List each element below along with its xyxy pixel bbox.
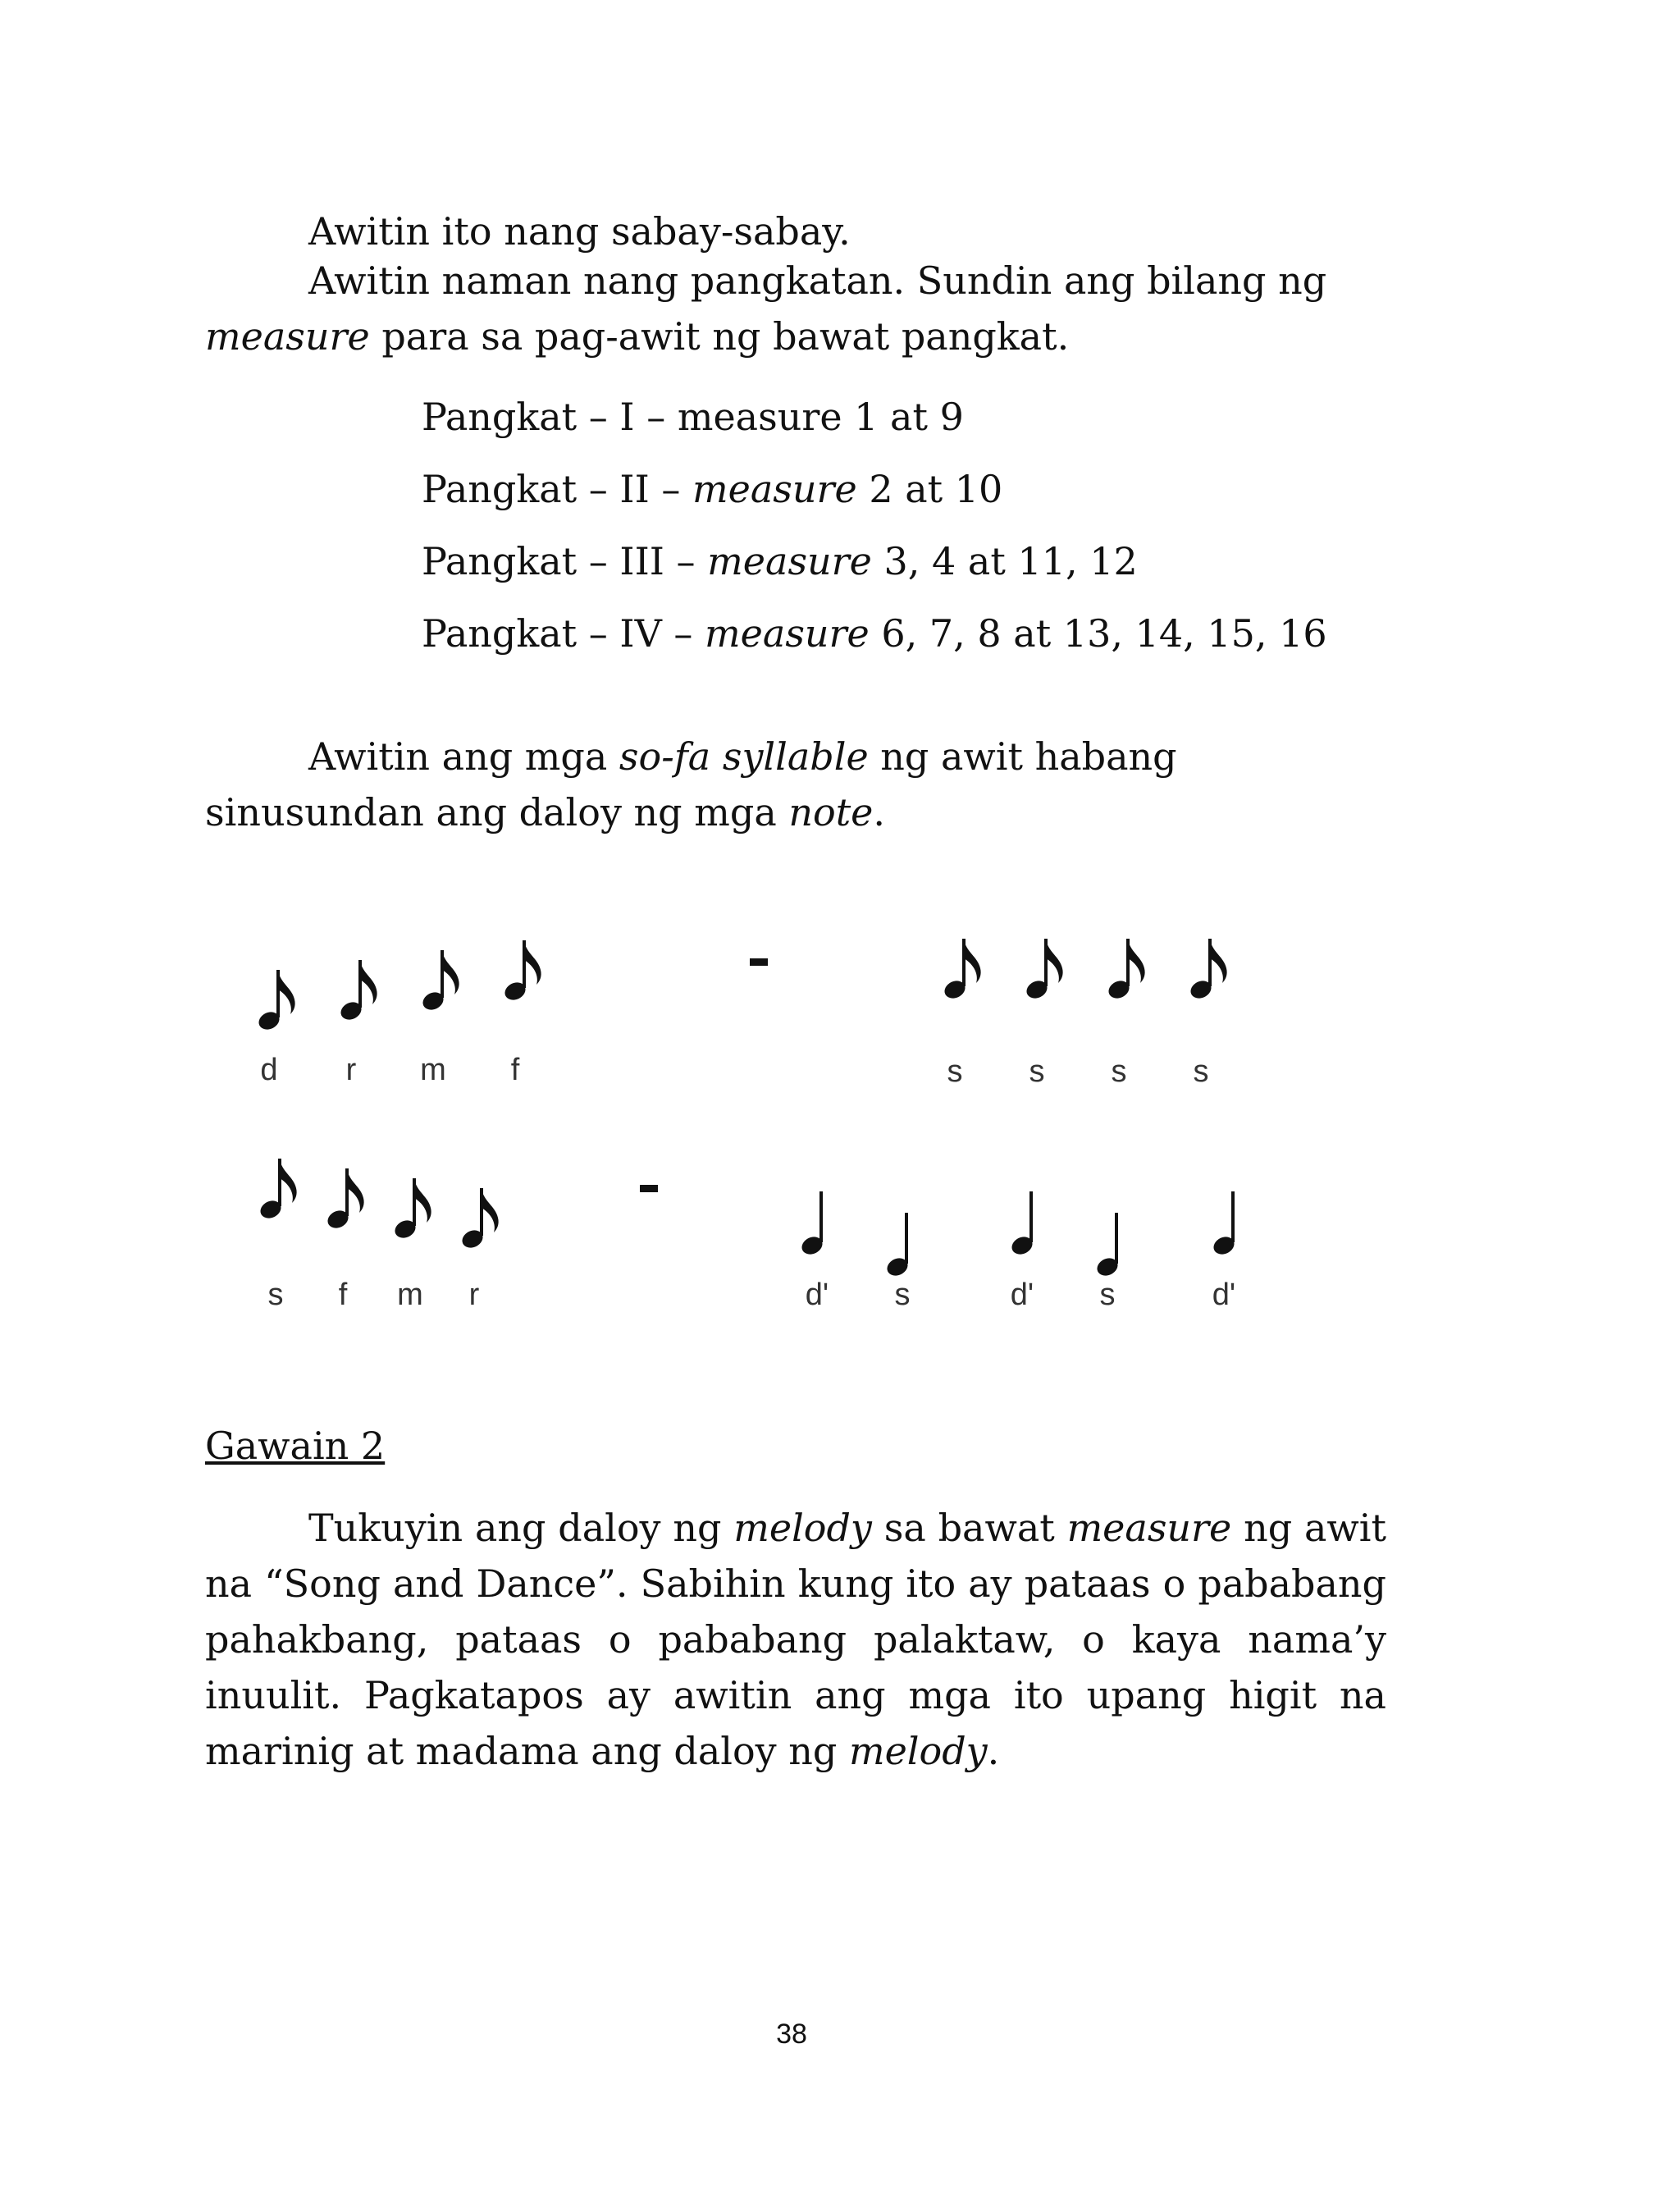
page-number: 38 bbox=[776, 2019, 807, 2050]
measure-numbers: 3, 4 at 11, 12 bbox=[871, 539, 1138, 583]
text-span: ng awit na “Song and Dance”. Sabihin kung ito ay pataas o pababang pahakbang, pataas o pababang palaktaw, o kaya nama’y inuulit. Pagkatapos ay awitin ang mga ito upang higit na marinig at madama ang daloy ng bbox=[205, 1506, 1386, 1773]
pangkat-label: Pangkat – I – bbox=[422, 395, 678, 439]
syllable-label: d' bbox=[1010, 1278, 1034, 1312]
text-span: Tukuyin ang daloy ng bbox=[308, 1506, 734, 1550]
text-span: . bbox=[873, 790, 886, 834]
syllable-label: s bbox=[1029, 1054, 1045, 1089]
italic-term: so-fa syllable bbox=[619, 734, 869, 779]
syllable-label: d' bbox=[1212, 1278, 1236, 1312]
pangkat-label: Pangkat – II – bbox=[422, 467, 692, 511]
italic-term: measure bbox=[1066, 1506, 1232, 1550]
syllable-label: s bbox=[267, 1278, 284, 1312]
eighth-note-icon bbox=[1106, 939, 1145, 1002]
measure-word: measure bbox=[707, 539, 872, 583]
syllable-label: d' bbox=[805, 1278, 829, 1312]
measure-numbers: 1 at 9 bbox=[842, 395, 964, 439]
measure-word: measure bbox=[677, 395, 842, 439]
rest-symbol-icon bbox=[750, 958, 768, 966]
eighth-note-icon bbox=[256, 970, 295, 1033]
text-span: . bbox=[987, 1729, 1000, 1773]
syllable-label: d bbox=[260, 1053, 278, 1087]
quarter-note-icon bbox=[799, 1191, 825, 1258]
eighth-note-icon bbox=[258, 1159, 297, 1222]
row2-left-notes bbox=[258, 1159, 499, 1251]
pangkat-label: Pangkat – III – bbox=[422, 539, 708, 583]
text-span: Awitin ito nang sabay-sabay. bbox=[308, 209, 851, 254]
pangkat-label: Pangkat – IV – bbox=[422, 611, 705, 656]
italic-term: note bbox=[788, 790, 874, 834]
syllable-label: s bbox=[894, 1278, 911, 1312]
row2-right-notes bbox=[799, 1191, 1237, 1279]
eighth-note-icon bbox=[1188, 939, 1227, 1002]
rest-symbol-icon bbox=[640, 1185, 658, 1192]
measure-word: measure bbox=[705, 611, 870, 656]
quarter-note-icon bbox=[1094, 1213, 1121, 1279]
syllable-label: r bbox=[345, 1053, 357, 1087]
eighth-note-icon bbox=[338, 960, 377, 1023]
eighth-note-icon bbox=[502, 940, 541, 1004]
row1-right-notes bbox=[942, 939, 1227, 1002]
italic-term: melody bbox=[733, 1506, 872, 1550]
quarter-note-icon bbox=[884, 1213, 911, 1279]
italic-term: measure bbox=[205, 314, 370, 359]
eighth-note-icon bbox=[392, 1178, 431, 1241]
text-span: Awitin ang mga bbox=[308, 734, 619, 779]
eighth-note-icon bbox=[325, 1168, 364, 1232]
measure-numbers: 2 at 10 bbox=[856, 467, 1003, 511]
eighth-note-icon bbox=[1024, 939, 1063, 1002]
eighth-note-icon bbox=[942, 939, 981, 1002]
measure-word: measure bbox=[692, 467, 857, 511]
quarter-note-icon bbox=[1009, 1191, 1035, 1258]
syllable-label: f bbox=[510, 1053, 520, 1087]
section-heading: Gawain 2 bbox=[205, 1424, 386, 1468]
quarter-note-icon bbox=[1211, 1191, 1237, 1258]
measure-numbers: 6, 7, 8 at 13, 14, 15, 16 bbox=[869, 611, 1327, 656]
syllable-label: s bbox=[1193, 1054, 1209, 1089]
syllable-label: r bbox=[468, 1278, 480, 1312]
syllable-label: s bbox=[1111, 1054, 1127, 1089]
eighth-note-icon bbox=[459, 1188, 499, 1251]
syllable-label: s bbox=[947, 1054, 963, 1089]
syllable-label: f bbox=[338, 1278, 348, 1312]
text-span: Awitin naman nang pangkatan. Sundin ang bilang ng bbox=[308, 258, 1327, 303]
italic-term: melody bbox=[848, 1729, 988, 1773]
syllable-label: m bbox=[420, 1053, 446, 1087]
syllable-label: s bbox=[1099, 1278, 1116, 1312]
text-span: ng awit habang sinusundan ang daloy ng mga bbox=[205, 734, 1177, 834]
text-span: sa bawat bbox=[871, 1506, 1067, 1550]
section-body bbox=[205, 1500, 1386, 1779]
row1-left-notes bbox=[256, 940, 541, 1033]
syllable-label: m bbox=[397, 1278, 423, 1312]
eighth-note-icon bbox=[420, 950, 459, 1013]
text-span: para sa pag-awit ng bawat pangkat. bbox=[369, 314, 1070, 359]
